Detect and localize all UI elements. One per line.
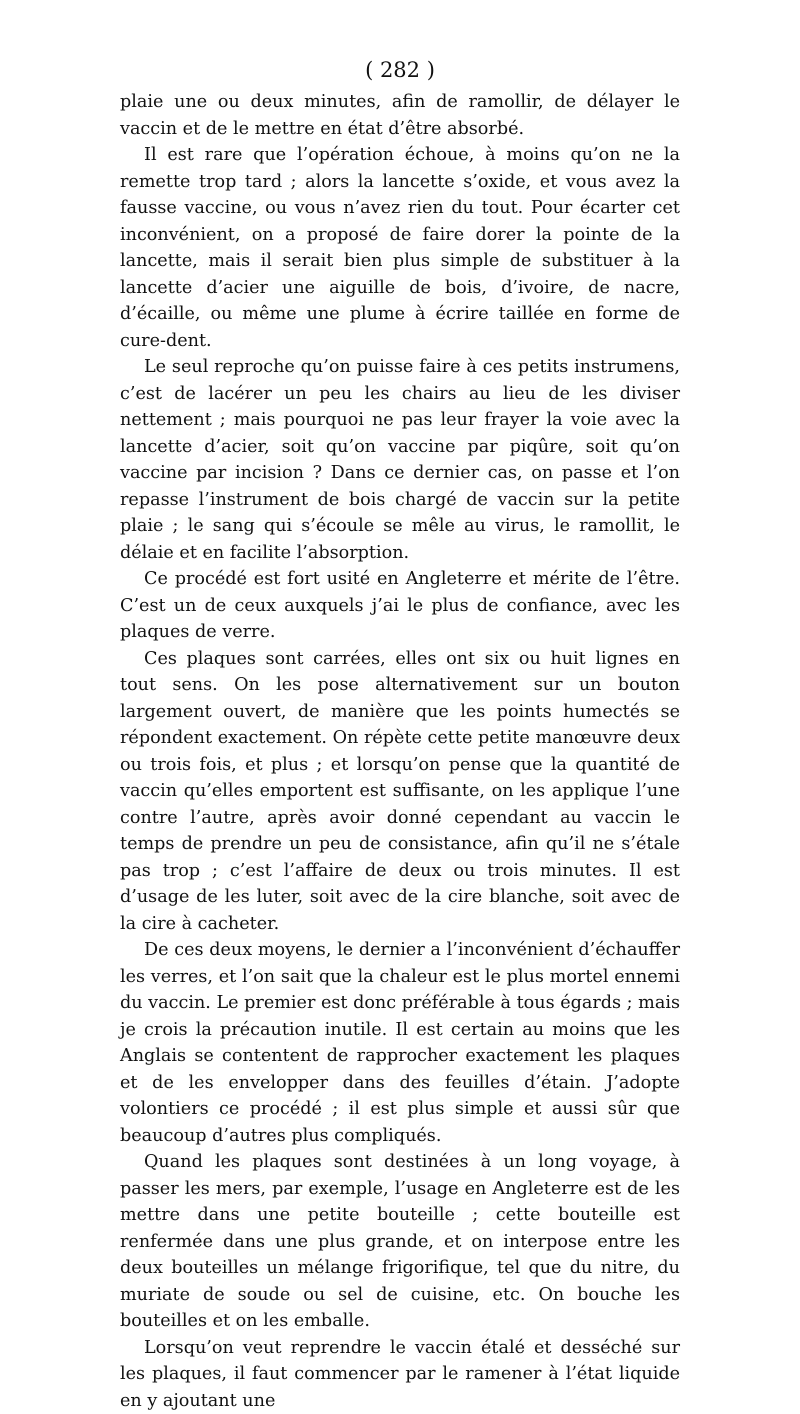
paragraph-6: De ces deux moyens, le dernier a l’inconvénient d’échauffer les verres, et l’on sait que la chaleur est le plus mortel ennemi du vaccin. Le premier est donc préférable à tous égards ; mais je crois la précaution inutile. Il est certain au moins que les Anglais se contentent de rapprocher exactement les plaques et de les envelopper dans des feuilles d’étain. J’adopte volontiers ce procédé ; il est plus simple et aussi sûr que beaucoup d’autres plus compliqués. xyxy=(120,937,680,1149)
body-text xyxy=(120,89,680,1414)
paragraph-5: Ces plaques sont carrées, elles ont six ou huit lignes en tout sens. On les pose alternativement sur un bouton largement ouvert, de manière que les points humectés se répondent exactement. On répète cette petite manœuvre deux ou trois fois, et plus ; et lorsqu’on pense que la quantité de vaccin qu’elles emportent est suffisante, on les applique l’une contre l’autre, après avoir donné cependant au vaccin le temps de prendre un peu de consistance, afin qu’il ne s’étale pas trop ; c’est l’affaire de deux ou trois minutes. Il est d’usage de les luter, soit avec de la cire blanche, soit avec de la cire à cacheter. xyxy=(120,646,680,938)
paragraph-7: Quand les plaques sont destinées à un long voyage, à passer les mers, par exemple, l’usage en Angleterre est de les mettre dans une petite bouteille ; cette bouteille est renfermée dans une plus grande, et on interpose entre les deux bouteilles un mélange frigorifique, tel que du nitre, du muriate de soude ou sel de cuisine, etc. On bouche les bouteilles et on les emballe. xyxy=(120,1149,680,1335)
paragraph-1: plaie une ou deux minutes, afin de ramollir, de délayer le vaccin et de le mettre en état d’être absorbé. xyxy=(120,89,680,142)
paragraph-4: Ce procédé est fort usité en Angleterre et mérite de l’être. C’est un de ceux auxquels j’ai le plus de confiance, avec les plaques de verre. xyxy=(120,566,680,646)
page-number: ( 282 ) xyxy=(0,58,800,82)
paragraph-3: Le seul reproche qu’on puisse faire à ces petits instrumens, c’est de lacérer un peu les chairs au lieu de les diviser nettement ; mais pourquoi ne pas leur frayer la voie avec la lancette d’acier, soit qu’on vaccine par piqûre, soit qu’on vaccine par incision ? Dans ce dernier cas, on passe et l’on repasse l’instrument de bois chargé de vaccin sur la petite plaie ; le sang qui s’écoule se mêle au virus, le ramollit, le délaie et en facilite l’absorption. xyxy=(120,354,680,566)
paragraph-8: Lorsqu’on veut reprendre le vaccin étalé et desséché sur les plaques, il faut commencer par le ramener à l’état liquide en y ajoutant une xyxy=(120,1335,680,1414)
paragraph-2: Il est rare que l’opération échoue, à moins qu’on ne la remette trop tard ; alors la lancette s’oxide, et vous avez la fausse vaccine, ou vous n’avez rien du tout. Pour écarter cet inconvénient, on a proposé de faire dorer la pointe de la lancette, mais il serait bien plus simple de substituer à la lancette d’acier une aiguille de bois, d’ivoire, de nacre, d’écaille, ou même une plume à écrire taillée en forme de cure-dent. xyxy=(120,142,680,354)
